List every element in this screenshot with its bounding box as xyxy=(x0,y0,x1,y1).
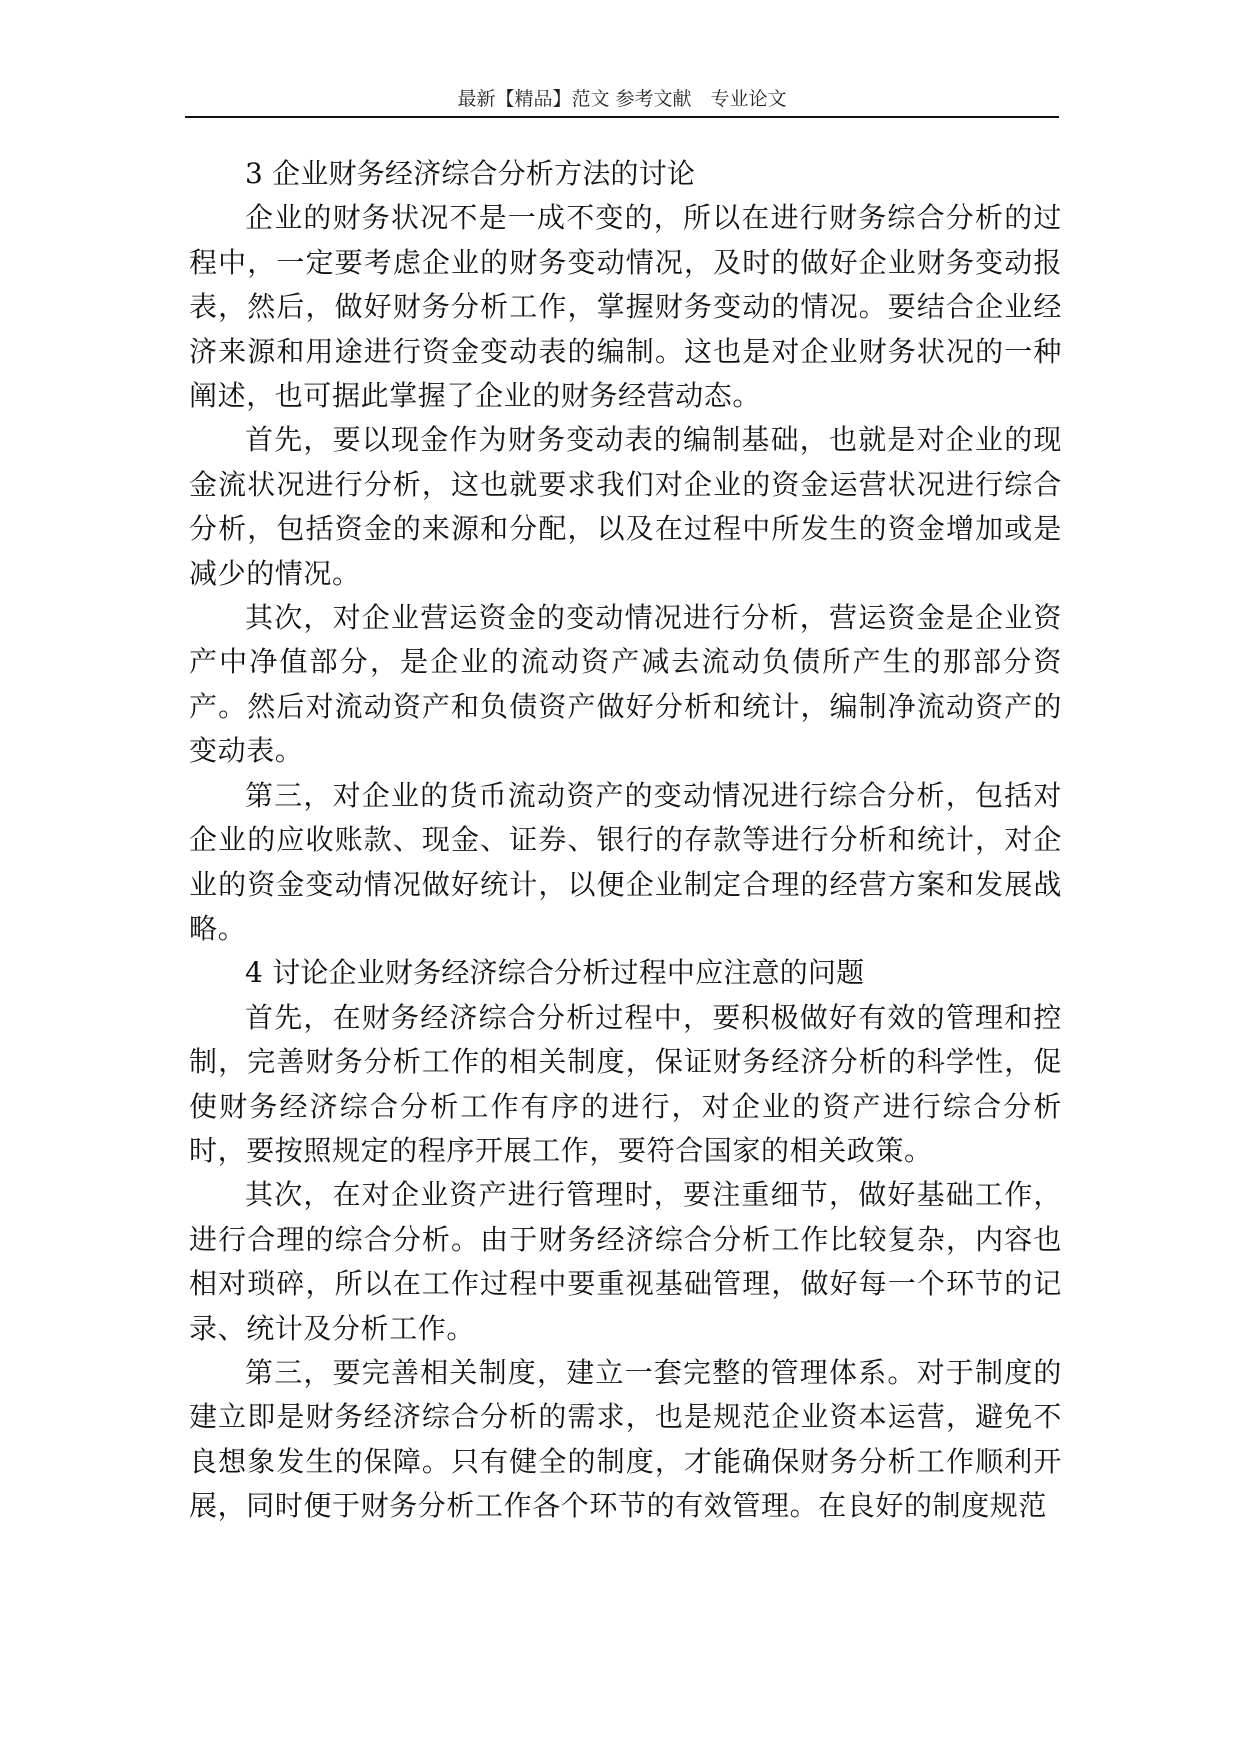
paragraph: 其次，在对企业资产进行管理时，要注重细节，做好基础工作，进行合理的综合分析。由于财务经济综合分析工作比较复杂，内容也相对琐碎，所以在工作过程中要重视基础管理，做好每一个环节的记录、统计及分析工作。 xyxy=(189,1178,1062,1345)
section-heading-3: 3 企业财务经济综合分析方法的讨论 xyxy=(245,157,696,190)
paragraph: 第三，对企业的货币流动资产的变动情况进行综合分析，包括对企业的应收账款、现金、证券、银行的存款等进行分析和统计，对企业的资金变动情况做好统计，以便企业制定合理的经营方案和发展战略。 xyxy=(189,778,1062,945)
paragraph: 其次，对企业营运资金的变动情况进行分析，营运资金是企业资产中净值部分，是企业的流动资产减去流动负债所产生的那部分资产。然后对流动资产和负债资产做好分析和统计，编制净流动资产的变动表。 xyxy=(189,601,1062,768)
paragraph: 首先，要以现金作为财务变动表的编制基础，也就是对企业的现金流状况进行分析，这也就要求我们对企业的资金运营状况进行综合分析，包括资金的来源和分配，以及在过程中所发生的资金增加或是减少的情况。 xyxy=(189,423,1062,590)
document-body xyxy=(189,152,1062,1529)
paragraph: 首先，在财务经济综合分析过程中，要积极做好有效的管理和控制，完善财务分析工作的相关制度，保证财务经济分析的科学性，促使财务经济综合分析工作有序的进行，对企业的资产进行综合分析时，要按照规定的程序开展工作，要符合国家的相关政策。 xyxy=(189,1000,1062,1167)
paragraph: 第三，要完善相关制度，建立一套完整的管理体系。对于制度的建立即是财务经济综合分析的需求，也是规范企业资本运营，避免不良想象发生的保障。只有健全的制度，才能确保财务分析工作顺利开展，同时便于财务分析工作各个环节的有效管理。在良好的制度规范 xyxy=(189,1355,1062,1523)
header-divider xyxy=(185,116,1059,118)
paragraph: 企业的财务状况不是一成不变的，所以在进行财务综合分析的过程中，一定要考虑企业的财务变动情况，及时的做好企业财务变动报表，然后，做好财务分析工作，掌握财务变动的情况。要结合企业经济来源和用途进行资金变动表的编制。这也是对企业财务状况的一种阐述，也可据此掌握了企业的财务经营动态。 xyxy=(189,201,1062,413)
section-heading-4: 4 讨论企业财务经济综合分析过程中应注意的问题 xyxy=(245,956,865,990)
page-header: 最新【精品】范文 参考文献 专业论文 xyxy=(457,88,787,110)
